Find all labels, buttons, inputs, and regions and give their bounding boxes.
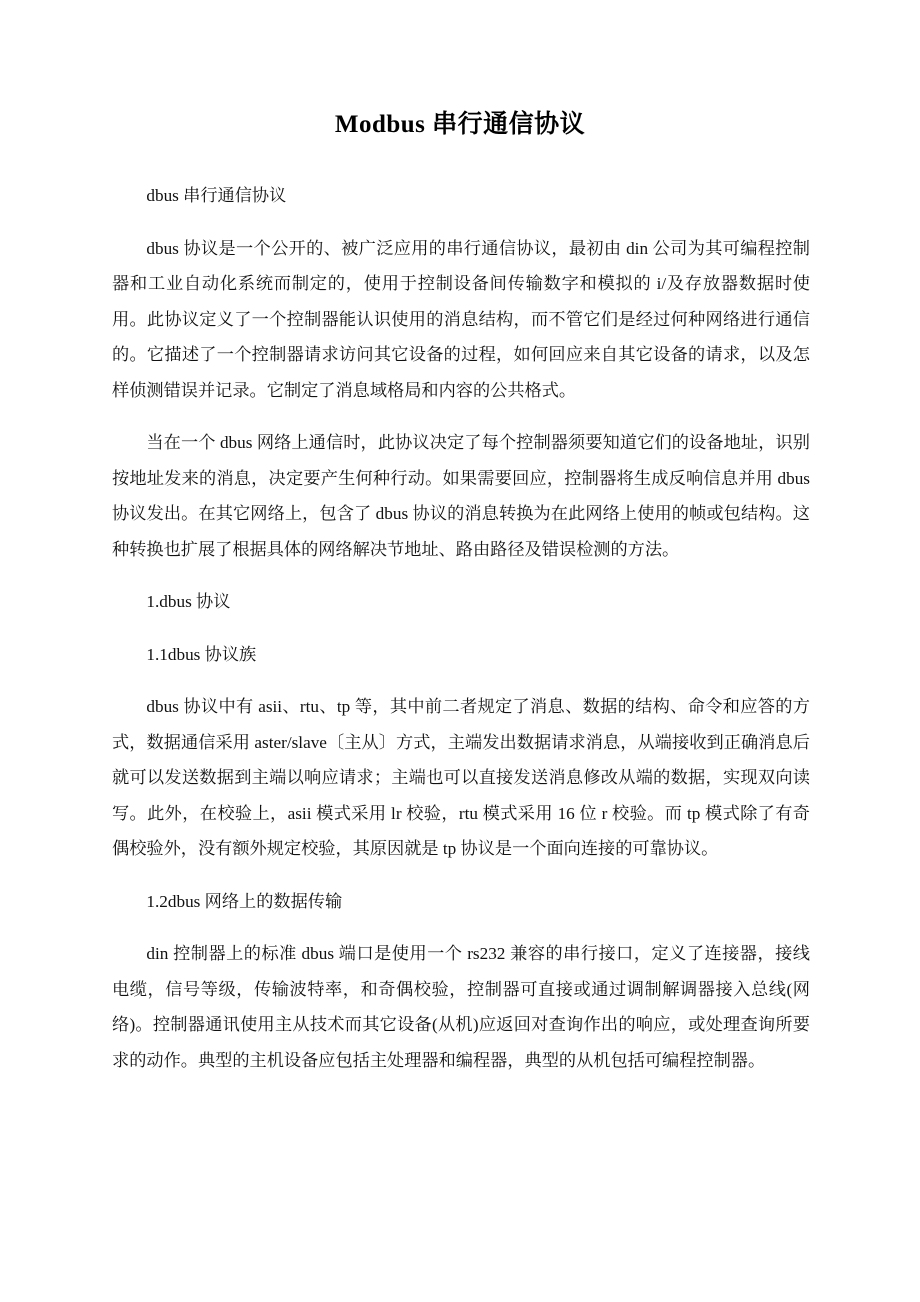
heading-1-1-dbus-protocol-family: 1.1dbus 协议族 — [146, 644, 257, 664]
paragraph-1: dbus 协议是一个公开的、被广泛应用的串行通信协议，最初由 din 公司为其可编程控制器和工业自动化系统而制定的，使用于控制设备间传输数字和模拟的 i/及存放器数据时使用。此协议定义了一个控制器能认识使用的消息结构，而不管它们是经过何种网络进行通信的。它描述了一个控制器请求访问其它设备的过程，如何回应来自其它设备的请求，以及怎样侦测错误并记录。它制定了消息域格局和内容的公共格式。 — [112, 238, 810, 400]
paragraph-4: din 控制器上的标准 dbus 端口是使用一个 rs232 兼容的串行接口，定义了连接器，接线电缆，信号等级，传输波特率，和奇偶校验，控制器可直接或通过调制解调器接入总线(网络)。控制器通讯使用主从技术而其它设备(从机)应返回对查询作出的响应，或处理查询所要求的动作。典型的主机设备应包括主处理器和编程器，典型的从机包括可编程控制器。 — [112, 944, 810, 1070]
page-title: Modbus 串行通信协议 — [334, 111, 586, 138]
paragraph-2: 当在一个 dbus 网络上通信时，此协议决定了每个控制器须要知道它们的设备地址，识别按地址发来的消息，决定要产生何种行动。如果需要回应，控制器将生成反响信息并用 dbus 协议发出。在其它网络上，包含了 dbus 协议的消息转换为在此网络上使用的帧或包结构。这种转换也扩展了根据具体的网络解决节地址、路由路径及错误检测的方法。 — [112, 433, 810, 559]
subtitle-line: dbus 串行通信协议 — [146, 186, 287, 205]
heading-1-dbus-protocol: 1.dbus 协议 — [146, 592, 231, 611]
paragraph-3: dbus 协议中有 asii、rtu、tp 等，其中前二者规定了消息、数据的结构、命令和应答的方式，数据通信采用 aster/slave〔主从〕方式，主端发出数据请求消息，从端接收到正确消息后就可以发送数据到主端以响应请求；主端也可以直接发送消息修改从端的数据，实现双向读写。此外，在校验上，asii 模式采用 lr 校验，rtu 模式采用 16 位 r 校验。而 tp 模式除了有奇偶校验外，没有额外规定校验，其原因就是 tp 协议是一个面向连接的可靠协议。 — [112, 697, 810, 858]
heading-1-2-data-transmission: 1.2dbus 网络上的数据传输 — [146, 891, 343, 911]
document-body — [112, 178, 810, 1095]
